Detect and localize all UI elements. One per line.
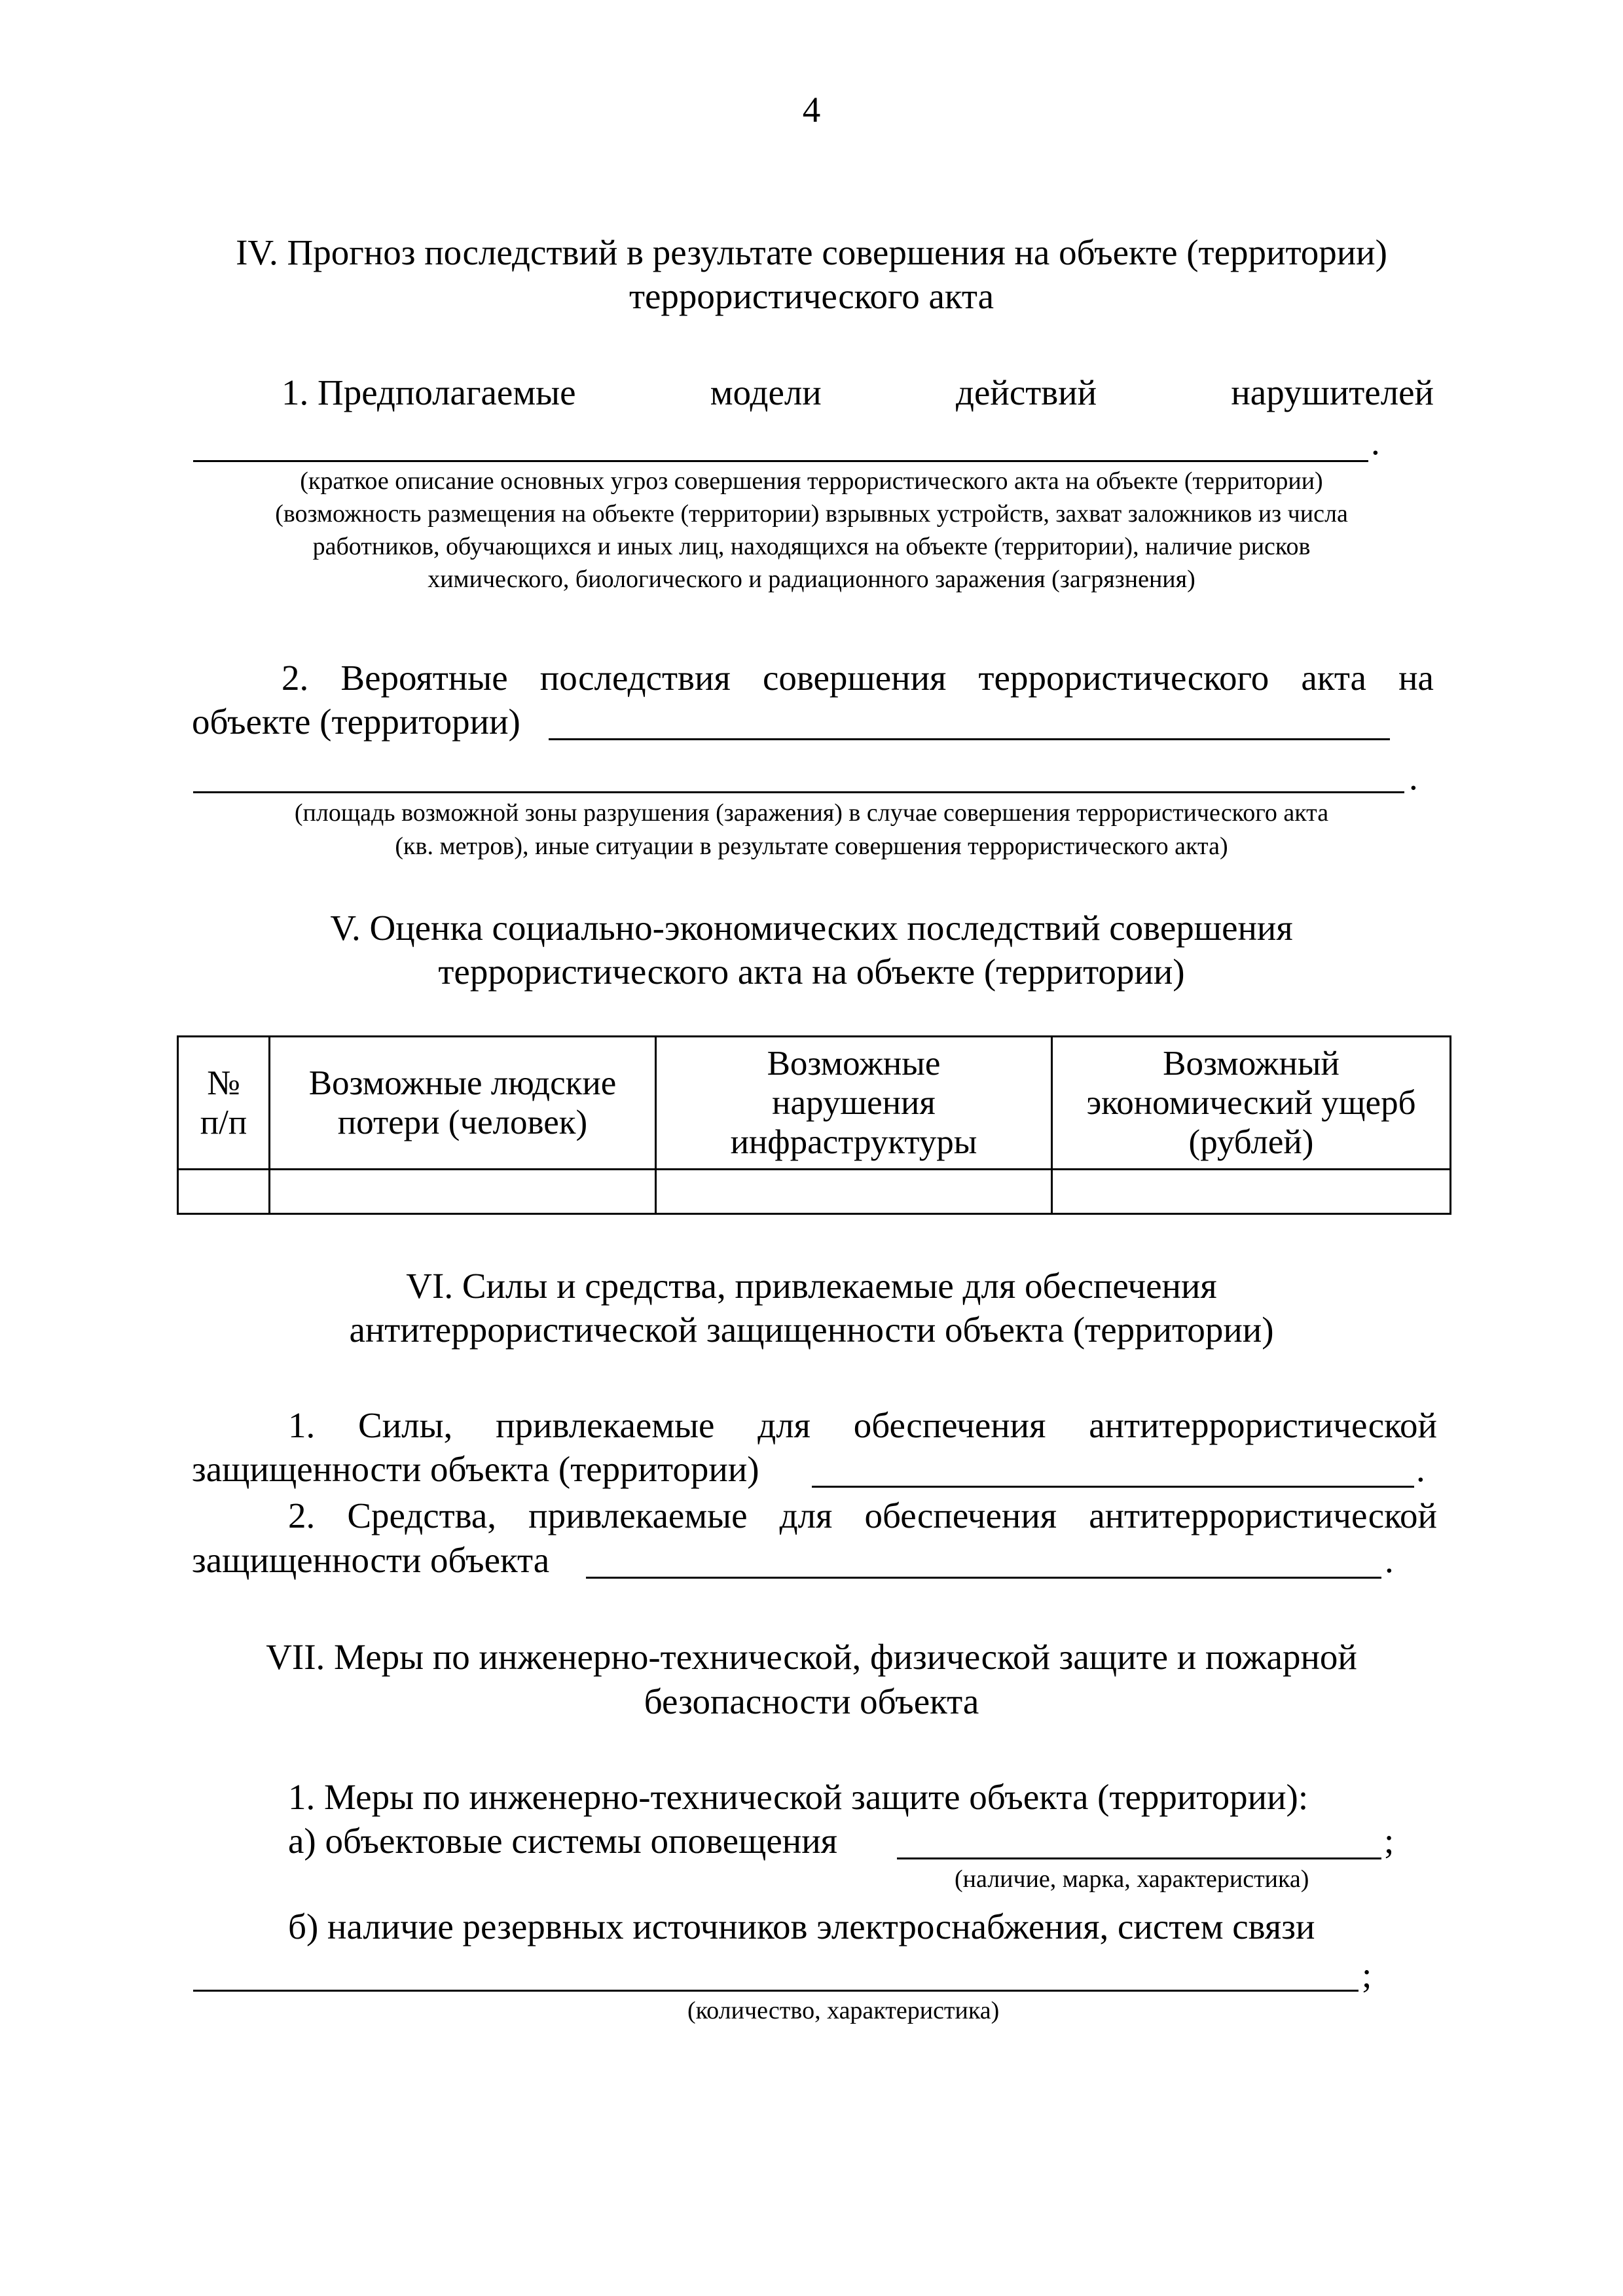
header-cell-infrastructure (656, 1037, 1052, 1170)
word: 1. (288, 1405, 316, 1445)
item2-note-line2: (кв. метров), иные ситуации в результате совершения террористического акта) (395, 833, 1228, 860)
section-vii-title-line2: безопасности объекта (644, 1681, 979, 1721)
item1-note-line2: (возможность размещения на объекте (территории) взрывных устройств, захват заложников из числа (275, 500, 1348, 528)
table-header-row (178, 1037, 1451, 1170)
fill-line (193, 1990, 1359, 1992)
section-iv-item2-line1 (282, 660, 1434, 696)
section-iv-title-line1: IV. Прогноз последствий в результате совершения на объекте (территории) (236, 232, 1387, 272)
section-vi-item1-line1 (288, 1407, 1437, 1443)
word: Силы, (358, 1405, 453, 1445)
fill-line (193, 460, 1368, 462)
word: для (757, 1405, 811, 1445)
word: антитеррористической (1089, 1405, 1437, 1445)
line-end-period: . (1371, 422, 1380, 462)
header-cell-number (178, 1037, 270, 1170)
header-line: Возможные (767, 1045, 941, 1083)
word: последствия (539, 658, 731, 698)
header-cell-human-losses (270, 1037, 656, 1170)
section-vi-title-line1: VI. Силы и средства, привлекаемые для обеспечения (406, 1266, 1217, 1306)
section-iv-item1 (282, 374, 1434, 410)
header-line: п/п (200, 1103, 247, 1141)
word: Средства, (347, 1496, 497, 1535)
table-cell[interactable] (178, 1170, 270, 1214)
item-b-note: (количество, характеристика) (687, 1997, 1000, 2024)
word: акта (1301, 658, 1366, 698)
section-vi-title-line2: антитеррористической защищенности объекта (территории) (349, 1310, 1274, 1350)
word: 1. Предполагаемые (282, 372, 576, 412)
item1-note-line1: (краткое описание основных угроз совершения террористического акта на объекте (территории) (300, 467, 1323, 495)
header-line: № (207, 1064, 240, 1102)
word: нарушителей (1231, 372, 1434, 412)
fill-line (812, 1486, 1414, 1488)
table-cell[interactable] (270, 1170, 656, 1214)
consequences-table (177, 1035, 1451, 1215)
word: 2. (288, 1496, 316, 1535)
word: террористического (978, 658, 1269, 698)
section-vii-item-b: б) наличие резервных источников электроснабжения, систем связи (288, 1907, 1315, 1946)
page-number: 4 (802, 90, 821, 130)
section-iv-title-line2: террористического акта (629, 276, 994, 316)
section-vi-item2-line2: защищенности объекта (192, 1540, 550, 1580)
word: Вероятные (340, 658, 508, 698)
section-v-title-line2: террористического акта на объекте (территории) (438, 952, 1185, 992)
fill-line (549, 738, 1390, 740)
section-vi-item1-line2: защищенности объекта (территории) (192, 1449, 759, 1489)
word: 2. (282, 658, 309, 698)
section-vii-item1: 1. Меры по инженерно-технической защите объекта (территории): (288, 1777, 1309, 1817)
fill-line (586, 1577, 1381, 1579)
word: действий (955, 372, 1097, 412)
header-line: нарушения (772, 1084, 936, 1122)
section-vii-item-a: а) объектовые системы оповещения (288, 1821, 837, 1861)
section-vii-title-line1: VII. Меры по инженерно-технической, физической защите и пожарной (266, 1637, 1357, 1677)
line-end-semicolon: ; (1384, 1821, 1395, 1861)
item-a-note: (наличие, марка, характеристика) (955, 1865, 1309, 1893)
item1-note-line3: работников, обучающихся и иных лиц, находящихся на объекте (территории), наличие рисков (312, 533, 1311, 560)
table-cell[interactable] (656, 1170, 1052, 1214)
table-cell[interactable] (1052, 1170, 1451, 1214)
section-v-title-line1: V. Оценка социально-экономических последствий совершения (330, 908, 1293, 948)
header-line: экономический ущерб (1086, 1084, 1416, 1122)
word: обеспечения (864, 1496, 1057, 1535)
item2-note-line1: (площадь возможной зоны разрушения (заражения) в случае совершения террористического акта (294, 799, 1329, 827)
word: привлекаемые (528, 1496, 748, 1535)
header-line: Возможный (1163, 1045, 1340, 1083)
word: антитеррористической (1089, 1496, 1437, 1535)
header-line: инфраструктуры (730, 1123, 977, 1161)
header-line: (рублей) (1188, 1123, 1314, 1161)
word: совершения (762, 658, 947, 698)
section-iv-item2-line2: объекте (территории) (192, 702, 520, 742)
word: для (779, 1496, 833, 1535)
word: привлекаемые (496, 1405, 715, 1445)
item1-note-line4: химического, биологического и радиационного заражения (загрязнения) (428, 565, 1195, 593)
line-end-semicolon: ; (1362, 1955, 1372, 1995)
line-end-period: . (1385, 1540, 1394, 1580)
word: обеспечения (853, 1405, 1046, 1445)
section-vi-item2-line1 (288, 1498, 1437, 1534)
table-row (178, 1170, 1451, 1214)
header-line: Возможные людские (308, 1064, 617, 1102)
header-line: потери (человек) (337, 1103, 588, 1141)
word: на (1398, 658, 1434, 698)
fill-line (897, 1857, 1381, 1859)
fill-line (193, 791, 1404, 793)
header-cell-economic-damage (1052, 1037, 1451, 1170)
line-end-period: . (1416, 1449, 1425, 1489)
line-end-period: . (1409, 757, 1418, 797)
word: модели (710, 372, 822, 412)
